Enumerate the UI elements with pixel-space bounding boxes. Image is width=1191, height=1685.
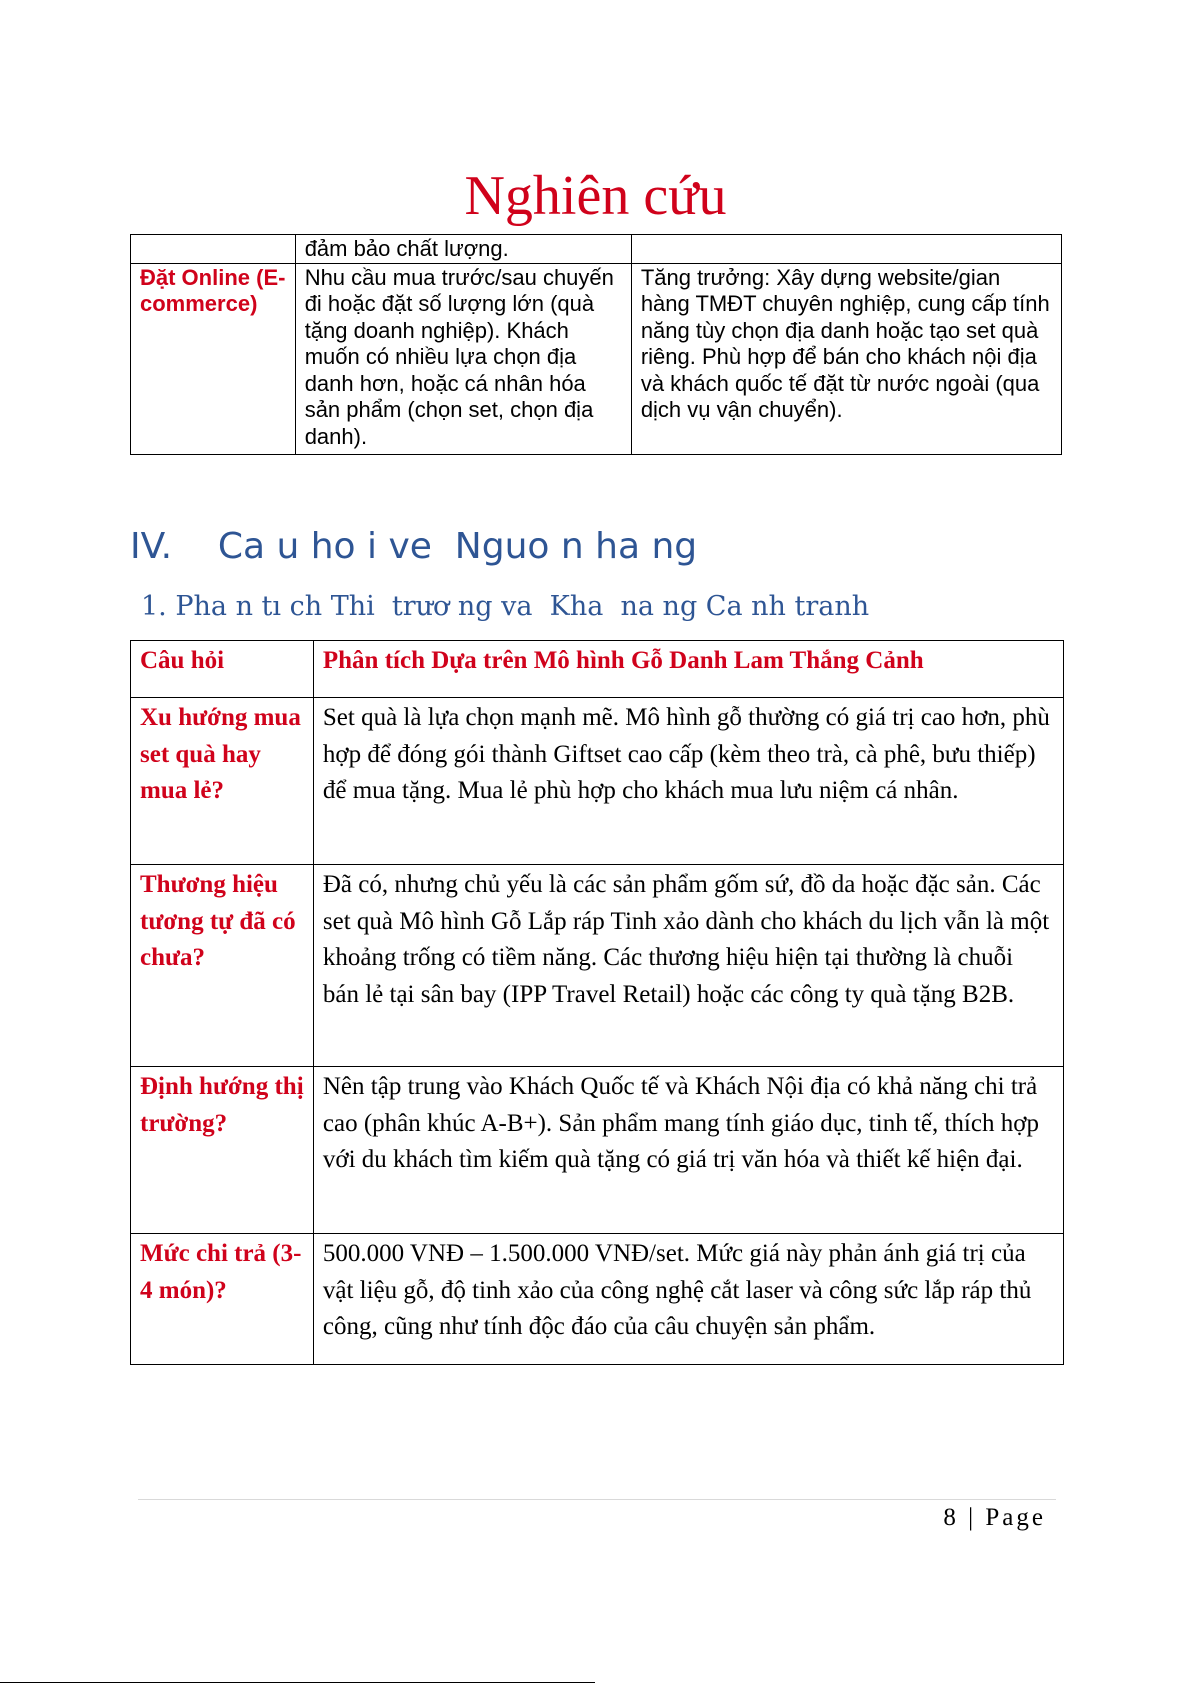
section-heading-text: Ca u ho i ve Nguo n ha ng bbox=[217, 526, 698, 567]
answer-cell: Set quà là lựa chọn mạnh mẽ. Mô hình gỗ thường có giá trị cao hơn, phù hợp để đóng gói thành Giftset cao cấp (kèm theo trà, cà phê, bưu thiếp) để mua tặng. Mua lẻ phù hợp cho khách mua lưu niệm cá nhân. bbox=[313, 698, 1063, 865]
answer-cell: Nên tập trung vào Khách Quốc tế và Khách Nội địa có khả năng chi trả cao (phân khúc A-B+). Sản phẩm mang tính giáo dục, tinh tế, thích hợp với du khách tìm kiếm quà tặng có giá trị văn hóa và thiết kế hiện đại. bbox=[313, 1067, 1063, 1234]
analysis-table bbox=[130, 640, 1064, 1365]
answer-cell: 500.000 VNĐ – 1.500.000 VNĐ/set. Mức giá này phản ánh giá trị của vật liệu gỗ, độ tinh xảo của công nghệ cắt laser và công sức lắp ráp thủ công, cũng như tính độc đáo của câu chuyện sản phẩm. bbox=[313, 1234, 1063, 1365]
table-cell: đảm bảo chất lượng. bbox=[295, 235, 631, 264]
column-header: Phân tích Dựa trên Mô hình Gỗ Danh Lam Thắng Cảnh bbox=[313, 641, 1063, 698]
table-row bbox=[131, 235, 1062, 264]
page-title: Nghiên cứu bbox=[464, 165, 727, 227]
channel-label: Đặt Online (E-commerce) bbox=[131, 263, 296, 454]
table-row bbox=[131, 1067, 1064, 1234]
question-cell: Mức chi trả (3-4 món)? bbox=[131, 1234, 314, 1365]
section-number: IV. bbox=[130, 526, 173, 567]
table-row bbox=[131, 698, 1064, 865]
footer-divider bbox=[138, 1499, 1056, 1500]
table-row bbox=[131, 1234, 1064, 1365]
table-cell: Tăng trưởng: Xây dựng website/gian hàng TMĐT chuyên nghiệp, cung cấp tính năng tùy chọn địa danh hoặc tạo set quà riêng. Phù hợp để bán cho khách nội địa và khách quốc tế đặt từ nước ngoài (qua dịch vụ vận chuyển). bbox=[631, 263, 1061, 454]
question-cell: Thương hiệu tương tự đã có chưa? bbox=[131, 865, 314, 1067]
table-row bbox=[131, 865, 1064, 1067]
column-header: Câu hỏi bbox=[131, 641, 314, 698]
table-row bbox=[131, 263, 1062, 454]
question-cell: Định hướng thị trường? bbox=[131, 1067, 314, 1234]
answer-cell: Đã có, nhưng chủ yếu là các sản phẩm gốm sứ, đồ da hoặc đặc sản. Các set quà Mô hình Gỗ Lắp ráp Tinh xảo dành cho khách du lịch vẫn là một khoảng trống có tiềm năng. Các thương hiệu hiện tại thường là chuỗi bán lẻ tại sân bay (IPP Travel Retail) hoặc các công ty quà tặng B2B. bbox=[313, 865, 1063, 1067]
table-cell bbox=[131, 235, 296, 264]
table-cell bbox=[631, 235, 1061, 264]
footnote-divider bbox=[0, 1682, 595, 1683]
table-cell: Nhu cầu mua trước/sau chuyến đi hoặc đặt số lượng lớn (quà tặng doanh nghiệp). Khách muốn có nhiều lựa chọn địa danh hơn, hoặc cá nhân hóa sản phẩm (chọn set, chọn địa danh). bbox=[295, 263, 631, 454]
subsection-heading: 1. Pha n tı ch Thi trươ ng va Kha na ng Ca nh tranh bbox=[141, 591, 870, 622]
question-cell: Xu hướng mua set quà hay mua lẻ? bbox=[131, 698, 314, 865]
ecommerce-table bbox=[130, 234, 1062, 455]
table-header-row bbox=[131, 641, 1064, 698]
section-heading bbox=[130, 522, 697, 572]
page-number: 8 | Page bbox=[943, 1504, 1046, 1531]
